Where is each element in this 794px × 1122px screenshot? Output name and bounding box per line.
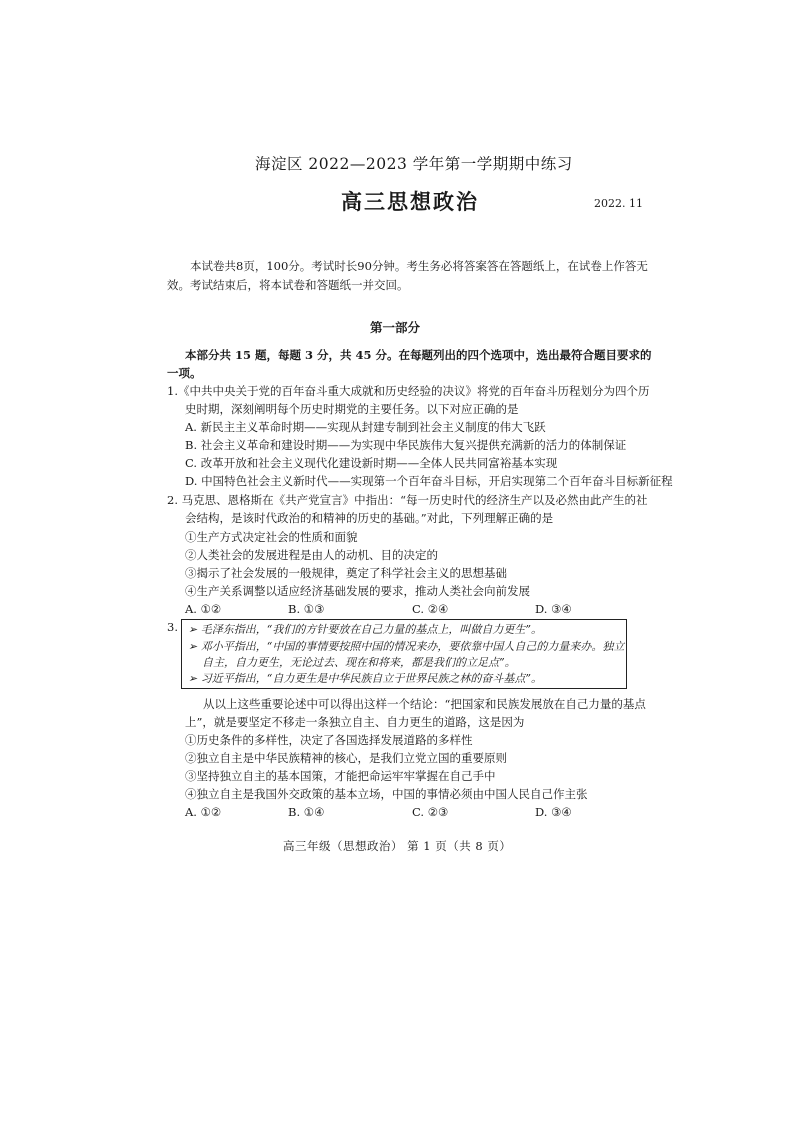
subject-title: 高三思想政治 (341, 189, 479, 214)
q1-option-b: B. 社会主义革命和建设时期——为实现中华民族伟大复兴提供充满新的活力的体制保证 (185, 438, 627, 452)
q2-choice-d: D. ③④ (535, 602, 572, 616)
q2-choice-c: C. ②④ (412, 602, 449, 616)
exam-date: 2022. 11 (594, 197, 643, 210)
q1-stem-line-1: 1.《中共中央关于党的百年奋斗重大成就和历史经验的决议》将党的百年奋斗历程划分为四个历 (167, 384, 650, 398)
instructions-line-1: 本试卷共8页，100分。考试时长90分钟。考生务必将答案答在答题纸上，在试卷上作答无 (190, 259, 648, 273)
q3-number: 3. (167, 620, 178, 634)
q2-stem-line-2: 会结构，是该时代政治的和精神的历史的基础。”对此，下列理解正确的是 (185, 511, 554, 525)
part-intro-line-2: 一项。 (167, 366, 202, 380)
q3-stem-line-1: 从以上这些重要论述中可以得出这样一个结论：“把国家和民族发展放在自己力量的基点 (203, 697, 646, 711)
part-heading: 第一部分 (370, 320, 421, 335)
q3-choice-d: D. ③④ (535, 805, 572, 819)
q1-option-d: D. 中国特色社会主义新时代——实现第一个百年奋斗目标，开启实现第二个百年奋斗目标新征程 (185, 474, 673, 488)
q2-stem-line-1: 2. 马克思、恩格斯在《共产党宣言》中指出：“每一历史时代的经济生产以及必然由此产生的社 (167, 493, 648, 507)
q1-option-a: A. 新民主主义革命时期——实现从封建专制到社会主义制度的伟大飞跃 (185, 420, 546, 434)
page-footer: 高三年级（思想政治） 第 1 页（共 8 页） (283, 839, 512, 853)
q2-choice-b: B. ①③ (288, 602, 325, 616)
q2-statement-1: ①生产方式决定社会的性质和面貌 (185, 530, 358, 544)
q1-stem-line-2: 史时期，深刻阐明每个历史时期党的主要任务。以下对应正确的是 (185, 402, 519, 416)
q3-quote-deng-line-1: ➢ 邓小平指出，“中国的事情要按照中国的情况来办，要依靠中国人自己的力量来办。独立 (188, 640, 625, 653)
q3-quote-box (181, 619, 627, 689)
part-intro-line-1: 本部分共 15 题，每题 3 分，共 45 分。在每题列出的四个选项中，选出最符合题目要求的 (185, 348, 652, 362)
q3-quote-deng-line-2: 自主，自力更生，无论过去、现在和将来，都是我们的立足点”。 (202, 656, 516, 669)
q2-choice-a: A. ①② (185, 602, 222, 616)
q3-statement-3: ③坚持独立自主的基本国策，才能把命运牢牢掌握在自己手中 (185, 769, 496, 783)
q3-choice-a: A. ①② (185, 805, 222, 819)
q2-statement-2: ②人类社会的发展进程是由人的动机、目的决定的 (185, 548, 438, 562)
q3-quote-mao: ➢ 毛泽东指出，“我们的方针要放在自己力量的基点上，叫做自力更生”。 (188, 623, 542, 636)
q2-statement-4: ④生产关系调整以适应经济基础发展的要求，推动人类社会向前发展 (185, 584, 530, 598)
q3-quote-xi: ➢ 习近平指出，“自力更生是中华民族自立于世界民族之林的奋斗基点”。 (188, 672, 542, 685)
q2-statement-3: ③揭示了社会发展的一般规律，奠定了科学社会主义的思想基础 (185, 566, 507, 580)
q3-statement-1: ①历史条件的多样性，决定了各国选择发展道路的多样性 (185, 733, 473, 747)
instructions-line-2: 效。考试结束后，将本试卷和答题纸一并交回。 (167, 278, 409, 292)
q3-statement-4: ④独立自主是我国外交政策的基本立场，中国的事情必须由中国人民自己作主张 (185, 787, 588, 801)
q3-stem-line-2: 上”，就是要坚定不移走一条独立自主、自力更生的道路，这是因为 (185, 715, 525, 729)
q3-choice-c: C. ②③ (412, 805, 449, 819)
q1-option-c: C. 改革开放和社会主义现代化建设新时期——全体人民共同富裕基本实现 (185, 456, 558, 470)
exam-title: 海淀区 2022—2023 学年第一学期期中练习 (255, 155, 573, 173)
q3-choice-b: B. ①④ (288, 805, 325, 819)
q3-statement-2: ②独立自主是中华民族精神的核心，是我们立党立国的重要原则 (185, 751, 507, 765)
